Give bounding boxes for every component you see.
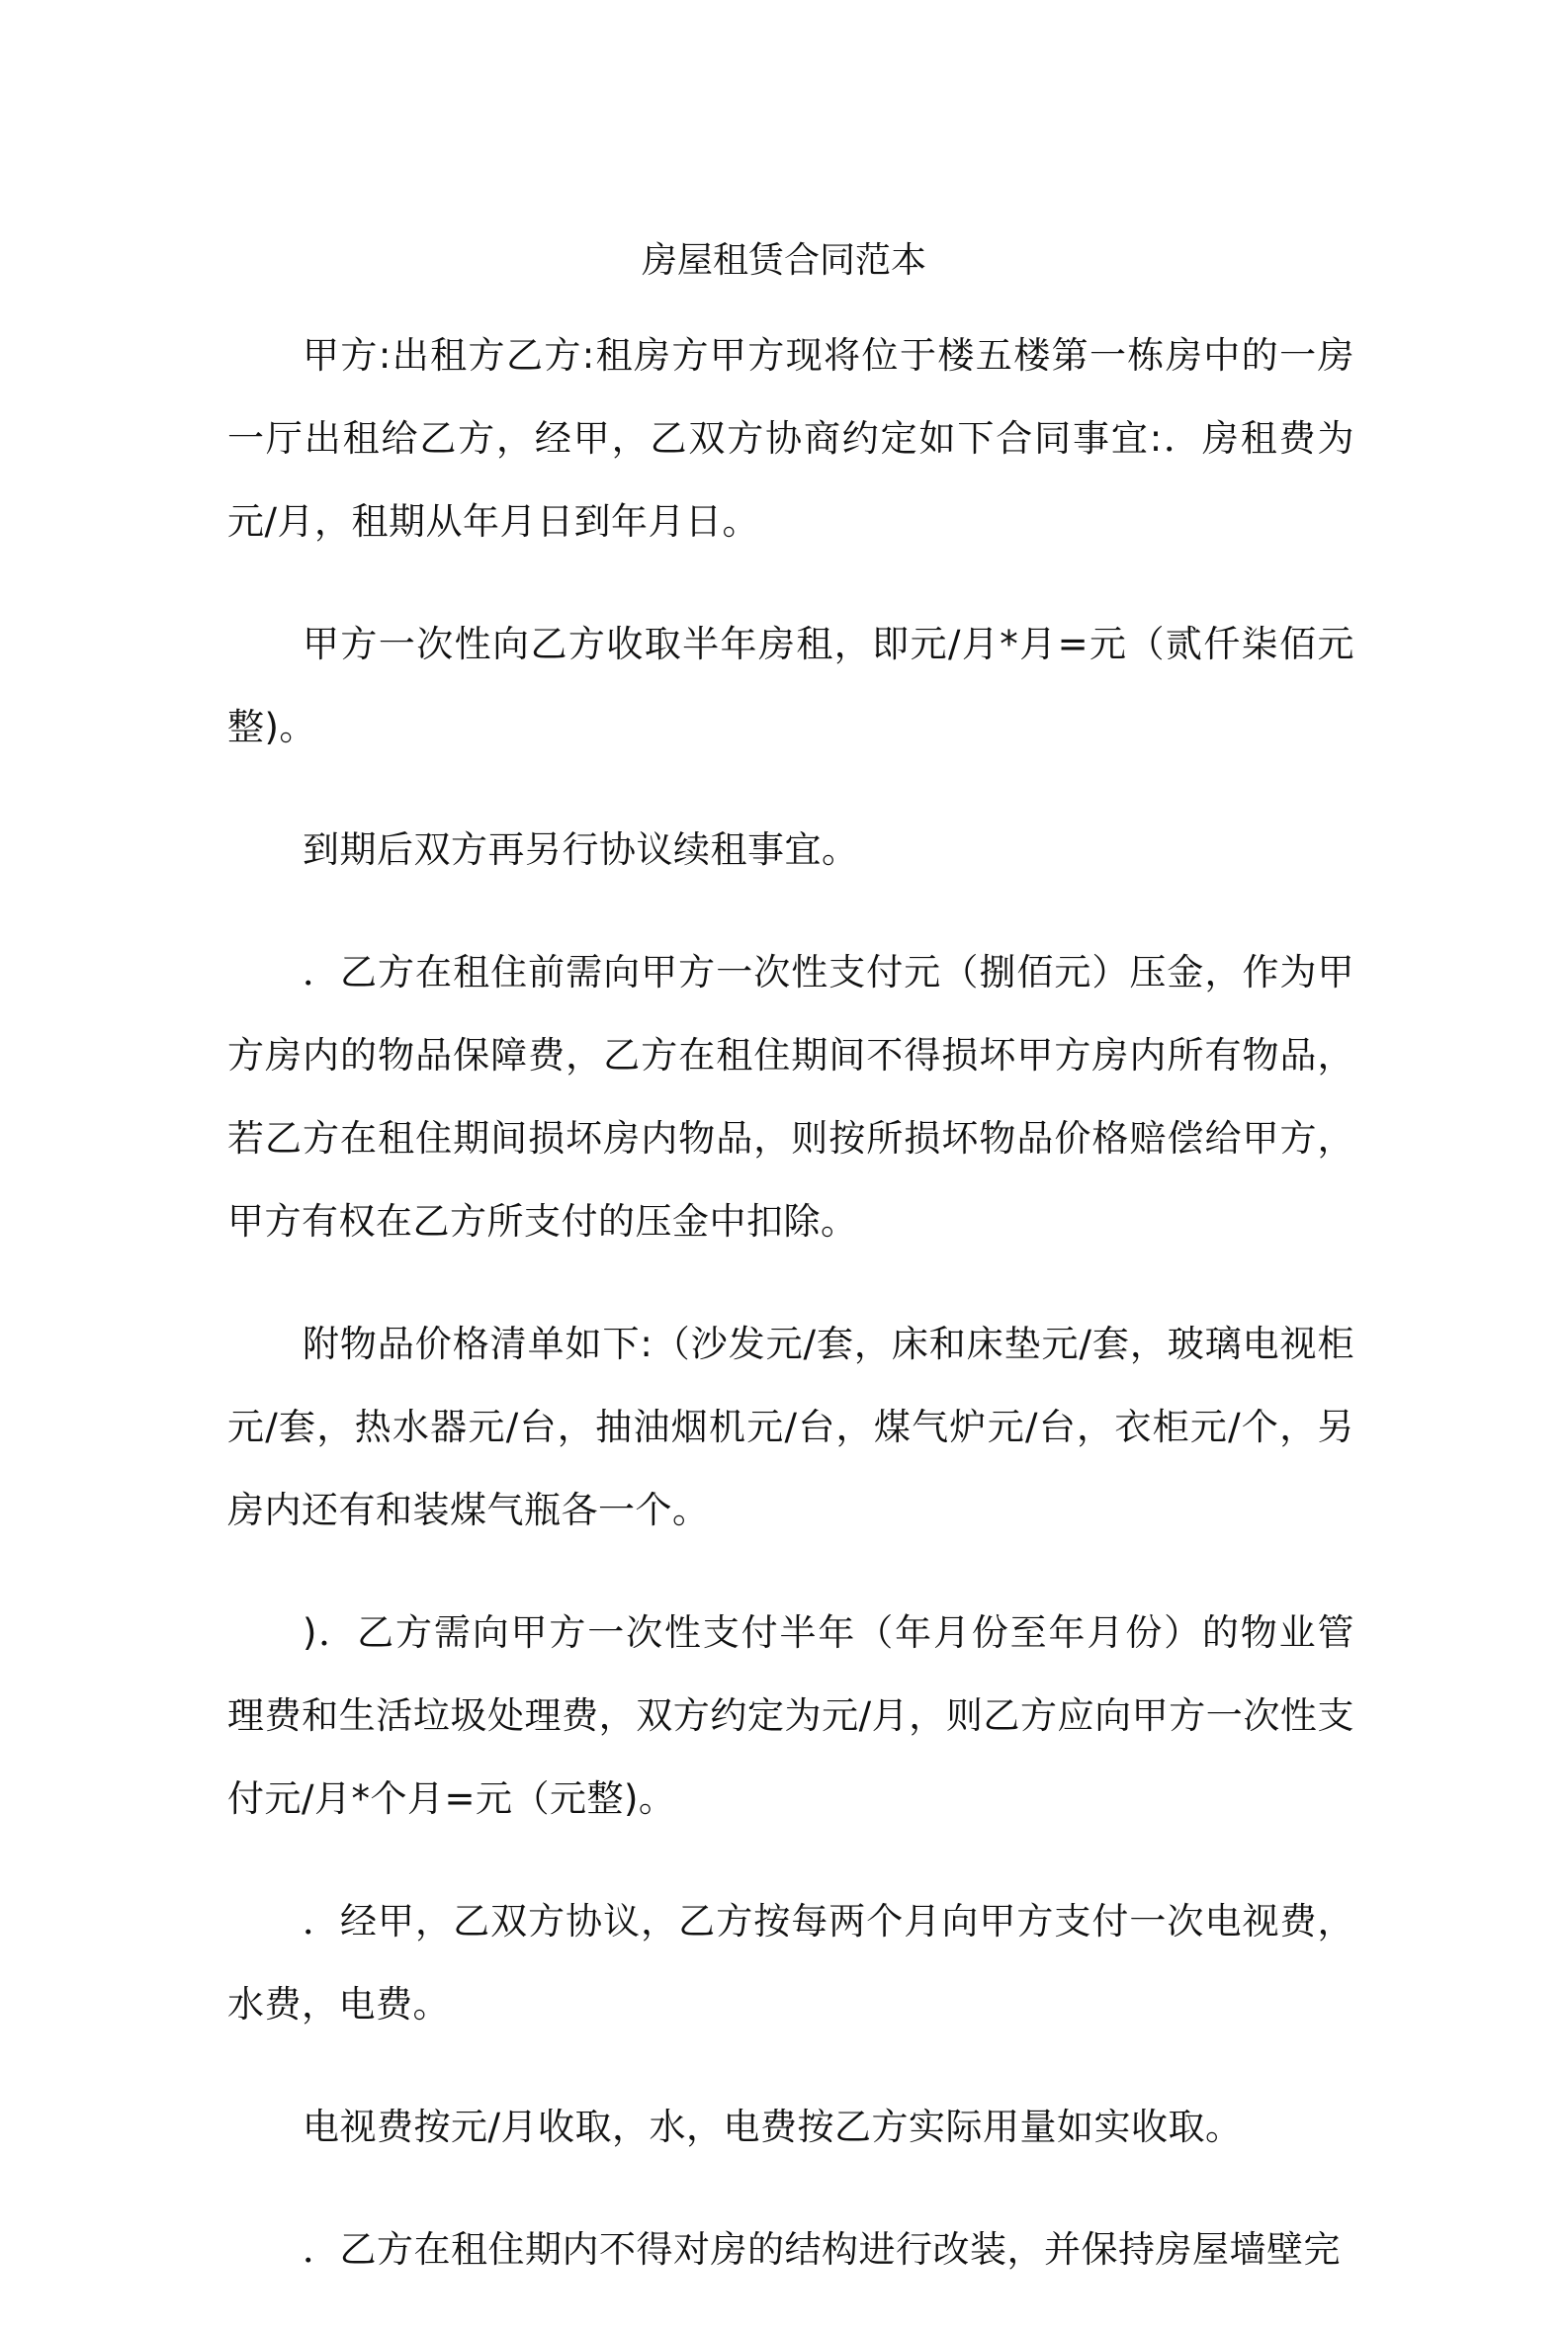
- paragraph-deposit: ．乙方在租住前需向甲方一次性支付元（捌佰元）压金，作为甲方房内的物品保障费，乙方在租住期间不得损坏甲方房内所有物品，若乙方在租住期间损坏房内物品，则按所损坏物品价格赔偿给甲方，甲方有权在乙方所支付的压金中扣除。: [227, 951, 1354, 1243]
- paragraph-item-price-list: 附物品价格清单如下:（沙发元/套，床和床垫元/套，玻璃电视柜元/套，热水器元/台，抽油烟机元/台，煤气炉元/台，衣柜元/个，另房内还有和装煤气瓶各一个。: [227, 1323, 1354, 1531]
- paragraph-property-fee: )．乙方需向甲方一次性支付半年（年月份至年月份）的物业管理费和生活垃圾处理费，双方约定为元/月，则乙方应向甲方一次性支付元/月*个月=元（元整)。: [227, 1611, 1354, 1820]
- paragraph-renewal: 到期后双方再另行协议续租事宜。: [303, 828, 859, 871]
- document-body: [227, 314, 1354, 2331]
- paragraph-utility-charges: 电视费按元/月收取，水，电费按乙方实际用量如实收取。: [303, 2106, 1243, 2148]
- paragraph-utility-payment: ．经甲，乙双方协议，乙方按每两个月向甲方支付一次电视费，水费，电费。: [227, 1900, 1354, 2026]
- document-title: 房屋租赁合同范本: [641, 240, 926, 281]
- paragraph-half-year-rent: 甲方一次性向乙方收取半年房租，即元/月*月=元（贰仟柒佰元整)。: [227, 623, 1354, 748]
- paragraph-structure-rule: ．乙方在租住期内不得对房的结构进行改装，并保持房屋墙壁完: [303, 2228, 1341, 2271]
- paragraph-parties: 甲方:出租方乙方:租房方甲方现将位于楼五楼第一栋房中的一房一厅出租给乙方，经甲，乙双方协商约定如下合同事宜:．房租费为元/月，租期从年月日到年月日。: [227, 334, 1354, 543]
